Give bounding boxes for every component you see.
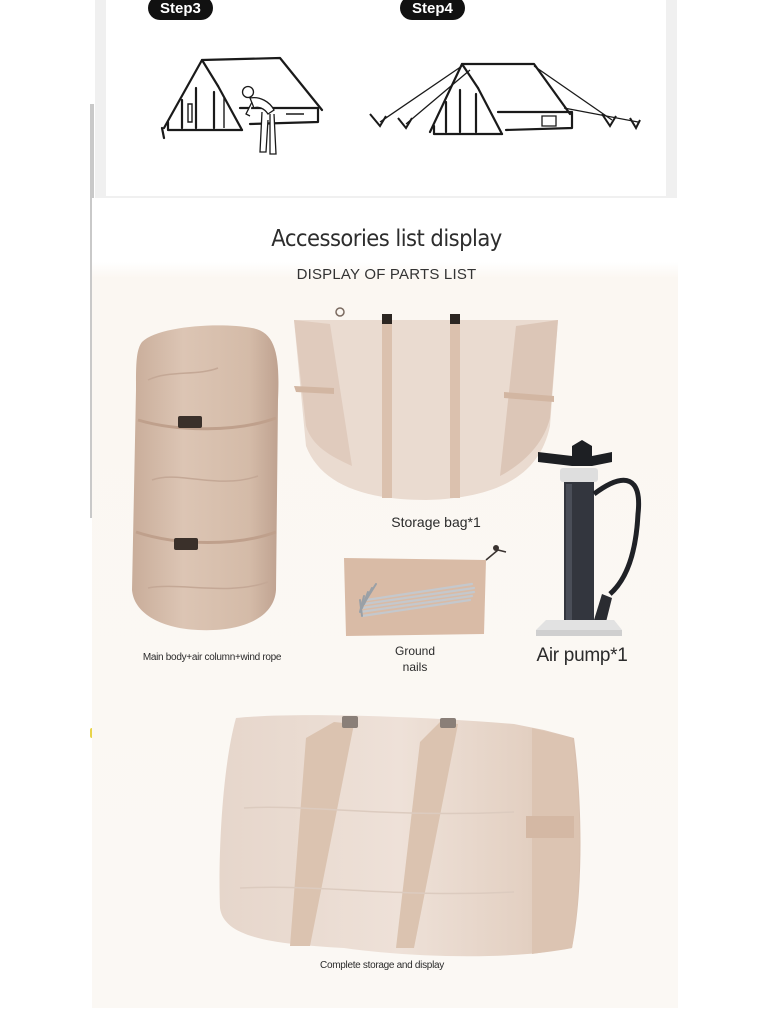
air-pump-label: Air pump*1 [536, 645, 628, 666]
storage-bag-label: Storage bag*1 [391, 514, 481, 530]
step4-badge: Step4 [400, 0, 465, 20]
storage-bag-image [290, 306, 562, 504]
ground-nails-image [340, 540, 512, 640]
main-body-label: Main body+air column+wind rope [142, 652, 282, 663]
ground-nails-label: Ground nails [394, 644, 436, 674]
step3-badge: Step3 [148, 0, 213, 20]
accessories-subtitle: DISPLAY OF PARTS LIST [296, 266, 477, 283]
air-pump-image [530, 434, 646, 640]
step3-tent-illustration [158, 48, 328, 160]
complete-storage-bag-image [214, 708, 586, 962]
main-body-roll-image [128, 320, 284, 636]
step4-tent-illustration [366, 48, 642, 152]
accessories-title: Accessories list display [271, 226, 502, 252]
complete-storage-label: Complete storage and display [320, 960, 444, 971]
